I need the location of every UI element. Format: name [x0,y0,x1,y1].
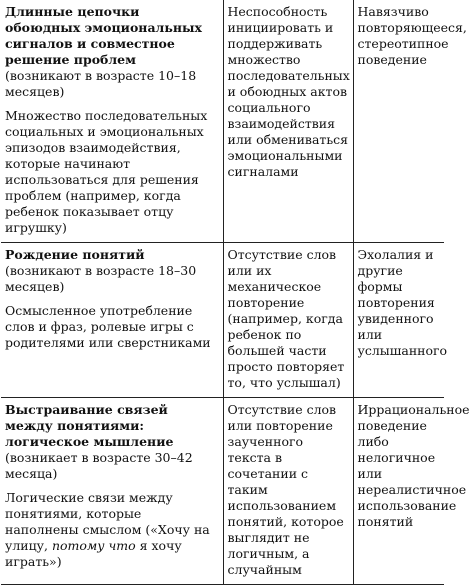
stage-description-part: Логические связи между понятиями, которые наполнены смыслом («Хочу на улицу, [5,490,210,553]
behavior-text: Эхолалия и другие формы повторения увиденного или услышанного [357,247,448,358]
behavior-text: Иррациональное поведение либо нелогичное или нереалистичное использование понятий [357,402,470,529]
stage-title: Длинные цепочки обоюдных эмоциональных сигналов и совместное решение проблем [5,4,202,67]
deficit-cell [223,0,353,243]
stage-title: Выстраивание связей между понятиями: логическое мышление [5,402,174,449]
stage-cell [1,398,223,585]
stage-description-part: я хочу играть») [5,538,182,569]
development-stages-table [1,0,470,585]
stage-description: Множество последовательных социальных и эмоциональных эпизодов взаимодействия, которые начинают использоваться для решения проблем (например, когда ребенок показывает отцу игрушку) [5,108,208,235]
stage-description-emphasis: потому что [51,538,136,553]
stage-age: (возникают в возрасте 10–18 месяцев) [5,68,197,99]
behavior-cell [353,398,470,585]
stage-description [5,490,219,570]
stage-age: (возникают в возрасте 18–30 месяцев) [5,263,197,294]
table-row [1,243,444,398]
stage-description: Осмысленное употребление слов и фраз, ролевые игры с родителями или сверстниками [5,303,211,350]
deficit-cell [223,398,353,585]
deficit-text: Отсутствие слов или повторение заученного текста в сочетании с таким использованием понятий, которое выглядит не логичным, а случайным [227,402,344,577]
behavior-cell [353,0,467,243]
deficit-cell [223,243,353,398]
stage-cell [1,243,223,398]
stage-cell [1,0,223,243]
stage-title: Рождение понятий [5,247,145,262]
behavior-text: Навязчиво повторяющееся, стереотипное поведение [357,4,467,67]
table-row [1,398,444,585]
table-row [1,0,444,243]
deficit-text: Неспособность инициировать и поддерживать множество последовательных и обоюдных актов социального взаимодействия или обмениваться эмоциональными сигналами [227,4,350,179]
deficit-text: Отсутствие слов или их механическое повторение (например, когда ребенок по большей части просто повторяет то, что услышал) [227,247,345,390]
behavior-cell [353,243,448,398]
stage-age: (возникает в возрасте 30–42 месяца) [5,450,193,481]
